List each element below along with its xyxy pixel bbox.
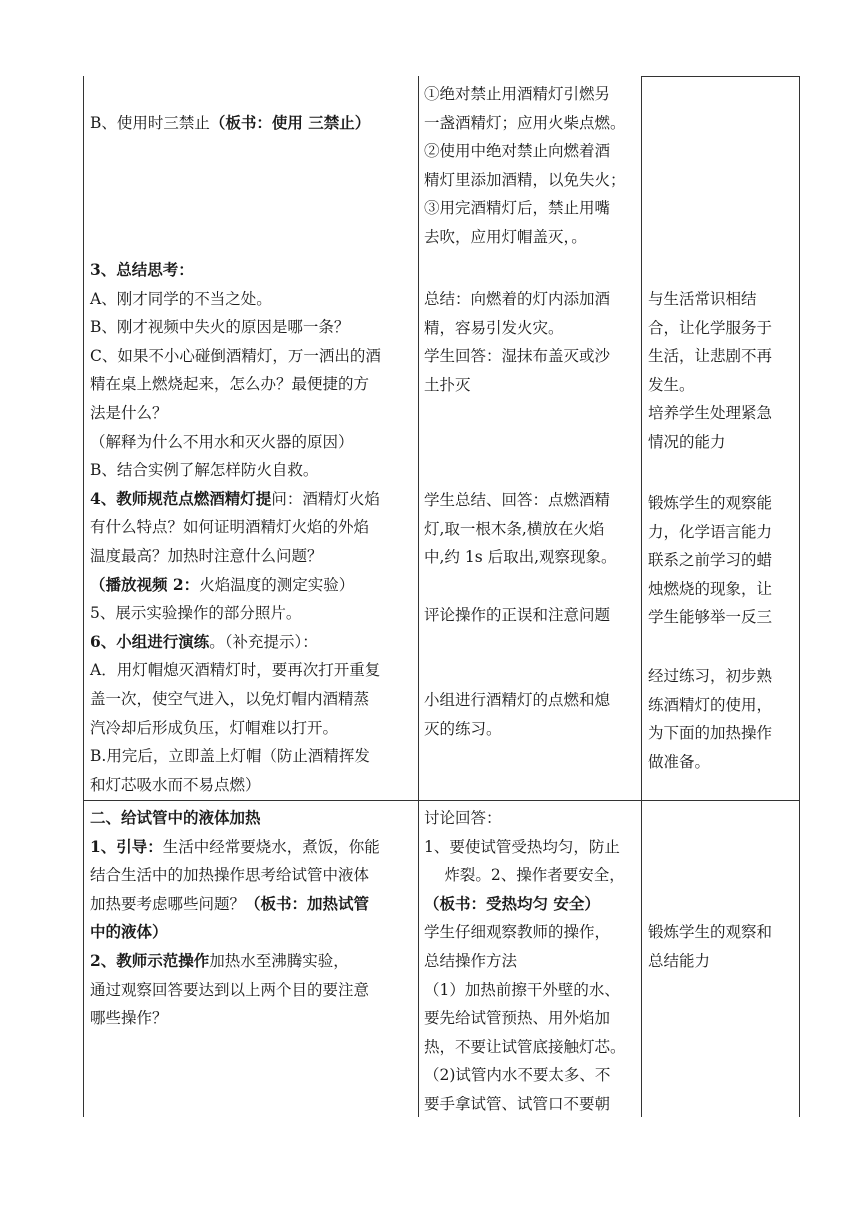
row2-student-block2 [424,486,638,572]
text-line: 情况的能力 [648,432,726,451]
video-line: （播放视频 2：火焰温度的测定实验） [90,574,355,594]
row2-purpose-block1 [648,285,796,457]
text-line: 精，容易引发火灾。 [424,318,564,337]
text-line: A、刚才同学的不当之处。 [90,289,272,308]
text-line: 法是什么？ [90,403,168,422]
text-line: 联系之前学习的蜡 [648,551,773,570]
item-2: 2、教师示范操作加热水至沸腾实验， [90,950,349,970]
text-line: 学生总结、回答：点燃酒精 [424,491,611,509]
text-line: 灭的练习。 [424,719,502,738]
item-6: 6、小组进行演练。（补充提示）： [90,631,318,651]
text-line: 和灯芯吸水而不易点燃） [90,775,261,794]
text-line: （1）加热前擦干外壁的水、 [424,980,620,999]
text-line: 通过观察回答要达到以上两个目的要注意 [90,980,370,999]
row3-student-cell [424,804,638,1119]
text-line: 讨论回答： [424,809,502,827]
rule-line: 精灯里添加酒精，以免失火； [424,170,626,189]
text-line: 炸裂。2、操作者要安全， [424,866,625,885]
text-line: 盖一次，使空气进入，以免灯帽内酒精蒸 [90,689,370,708]
text-line: 要先给试管预热、用外焰加 [424,1009,611,1028]
row2-student-block3 [424,601,638,630]
rule-line: 一盏酒精灯；应用火柴点燃。 [424,113,626,132]
text-line: 合，让化学服务于 [648,318,773,337]
table-border-left [83,76,84,1117]
text-line: （2)试管内水不要太多、不 [424,1066,611,1085]
rule-line: 去吹，应用灯帽盖灭，。 [424,227,587,246]
text-line: 精在桌上燃烧起来，怎么办？最便捷的方 [90,375,370,394]
text-line: 汽冷却后形成负压，灯帽难以打开。 [90,718,339,737]
row3-purpose-cell [648,918,796,975]
row1-teacher-cell [90,109,414,138]
text-line: B、刚才视频中失火的原因是哪一条？ [90,318,350,337]
text-line: 中的液体） [90,922,168,942]
row3-teacher-cell [90,804,414,1033]
text-line: 做准备。 [648,752,711,771]
section-heading: 3、总结思考： [90,260,194,279]
text-line: 加热要考虑哪些问题？（板书：加热试管 [90,893,370,913]
text-line: 练酒精灯的使用， [648,695,773,714]
text-line: 培养学生处理紧急 [648,404,773,423]
text-line: 学生仔细观察教师的操作， [424,923,611,942]
text-line: 经过练习，初步熟 [648,667,773,685]
text-line: 与生活常识相结 [648,290,757,308]
text-line: 1、要使试管受热均匀，防止 [424,837,620,856]
table-divider-1 [418,76,419,1117]
text-line: 温度最高？加热时注意什么问题？ [90,546,323,565]
text-line: 哪些操作？ [90,1009,168,1028]
row2-teacher-cell [90,256,414,799]
text-line: C、如果不小心碰倒酒精灯，万一洒出的酒 [90,346,381,365]
text-line: 学生回答：湿抹布盖灭或沙 [424,347,611,366]
text-line: A．用灯帽熄灭酒精灯时，要再次打开重复 [90,661,381,680]
row-divider [83,800,799,801]
text-line: 评论操作的正误和注意问题 [424,606,611,624]
text-line: 要手拿试管、试管口不要朝 [424,1094,611,1113]
text-line: 生活，让悲剧不再 [648,347,773,366]
text-line: 总结操作方法 [424,951,518,970]
row2-student-block4 [424,686,638,743]
table-border-right [799,76,800,1117]
rule-line: ②使用中绝对禁止向燃着酒 [424,142,611,161]
rule-line: ③用完酒精灯后，禁止用嘴 [424,199,611,218]
text-line: 锻炼学生的观察能 [648,494,773,512]
text-line: 发生。 [648,375,695,394]
text-line: B.用完后，立即盖上灯帽（防止酒精挥发 [90,747,370,766]
text-line: 有什么特点？如何证明酒精灯火焰的外焰 [90,518,370,537]
item-4: 4、教师规范点燃酒精灯提问：酒精灯火焰 [90,488,380,508]
text-line: 热，不要让试管底接触灯芯。 [424,1037,626,1056]
text-line: 土扑灭 [424,375,471,394]
item-5: 5、展示实验操作的部分照片。 [90,604,302,623]
rule-heading: B、使用时三禁止（板书：使用 三禁止） [90,113,371,132]
text-line: （解释为什么不用水和灭火器的原因） [90,432,354,451]
text-line: 总结：向燃着的灯内添加酒 [424,290,611,308]
text-line: 烛燃烧的现象，让 [648,579,773,598]
text-line: 中,约 1s 后取出,观察现象。 [424,548,617,567]
text-line: 结合生活中的加热操作思考给试管中液体 [90,866,370,885]
text-line: 力，化学语言能力 [648,522,773,541]
text-line: 学生能够举一反三 [648,608,773,627]
text-line: 灯,取一根木条,横放在火焰 [424,519,605,538]
text-line: 锻炼学生的观察和 [648,923,773,941]
text-line: 总结能力 [648,951,711,970]
section-heading: 二、给试管中的液体加热 [90,808,261,827]
row1-student-cell [424,80,638,252]
table-border-top-col3 [641,76,799,77]
text-line: 小组进行酒精灯的点燃和熄 [424,691,611,709]
item-1: 1、引导：生活中经常要烧水，煮饭，你能 [90,836,380,856]
table-divider-2 [641,76,642,1117]
text-line: 为下面的加热操作 [648,724,773,743]
row2-purpose-block3 [648,662,796,776]
row2-student-block1 [424,285,638,399]
text-line: B、结合实例了解怎样防火自救。 [90,461,319,480]
rule-line: ①绝对禁止用酒精灯引燃另 [424,85,611,103]
row2-purpose-block2 [648,489,796,632]
blackboard-note: （板书：受热均匀 安全） [424,893,600,913]
